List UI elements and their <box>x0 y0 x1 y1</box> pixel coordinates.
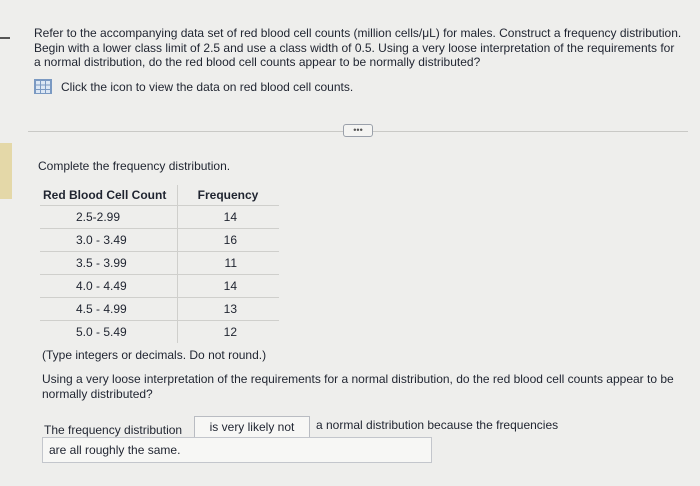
class-range: 4.0 - 4.49 <box>40 275 178 298</box>
table-row <box>40 321 279 344</box>
data-link[interactable] <box>34 79 353 94</box>
data-link-label[interactable]: Click the icon to view the data on red blood cell counts. <box>61 79 354 94</box>
input-hint: (Type integers or decimals. Do not round.) <box>42 348 267 362</box>
frequency-input[interactable]: 12 <box>223 325 237 339</box>
frequency-input[interactable]: 13 <box>178 298 280 321</box>
followup-question: Using a very loose interpretation of the requirements for a normal distribution, do the red blood cell counts appear to be normally distributed? <box>42 372 674 401</box>
class-range: 3.5 - 3.99 <box>40 252 178 275</box>
frequency-input[interactable]: 14 <box>178 275 280 298</box>
question-text: Refer to the accompanying data set of red blood cell counts (million cells/μL) for males. Construct a frequency distribution. Begin with a lower class limit of 2.5 and use a class width of 0.5. Using a very loose interpretation of the requirements for a normal distribution, do the red blood cell counts appear to be normally distributed? <box>34 26 682 69</box>
answer-sentence-end: a normal distribution because the frequencies <box>316 418 559 432</box>
frequency-input[interactable]: 11 <box>178 252 280 275</box>
reason-select[interactable]: are all roughly the same. <box>42 437 432 463</box>
more-button[interactable]: ••• <box>343 124 373 137</box>
frequency-input[interactable]: 16 <box>178 229 280 252</box>
table-row <box>40 298 279 321</box>
left-edge-marker <box>0 37 10 39</box>
data-table-icon[interactable] <box>34 79 52 94</box>
left-edge-highlight <box>0 143 12 199</box>
table-row <box>40 275 279 298</box>
frequency-table <box>40 185 279 343</box>
class-range: 4.5 - 4.99 <box>40 298 178 321</box>
instruction-text: Complete the frequency distribution. <box>38 159 231 173</box>
table-row <box>40 229 279 252</box>
column-header-frequency: Frequency <box>178 185 280 206</box>
frequency-input[interactable]: 14 <box>178 206 280 229</box>
class-range: 3.0 - 3.49 <box>40 229 178 252</box>
column-header-count: Red Blood Cell Count <box>40 185 178 206</box>
likelihood-select[interactable]: is very likely not <box>194 416 310 438</box>
answer-sentence-start: The frequency distribution <box>44 423 183 437</box>
table-row <box>40 206 279 229</box>
table-row <box>40 252 279 275</box>
class-range: 2.5-2.99 <box>40 206 178 229</box>
class-range: 5.0 - 5.49 <box>40 321 178 344</box>
